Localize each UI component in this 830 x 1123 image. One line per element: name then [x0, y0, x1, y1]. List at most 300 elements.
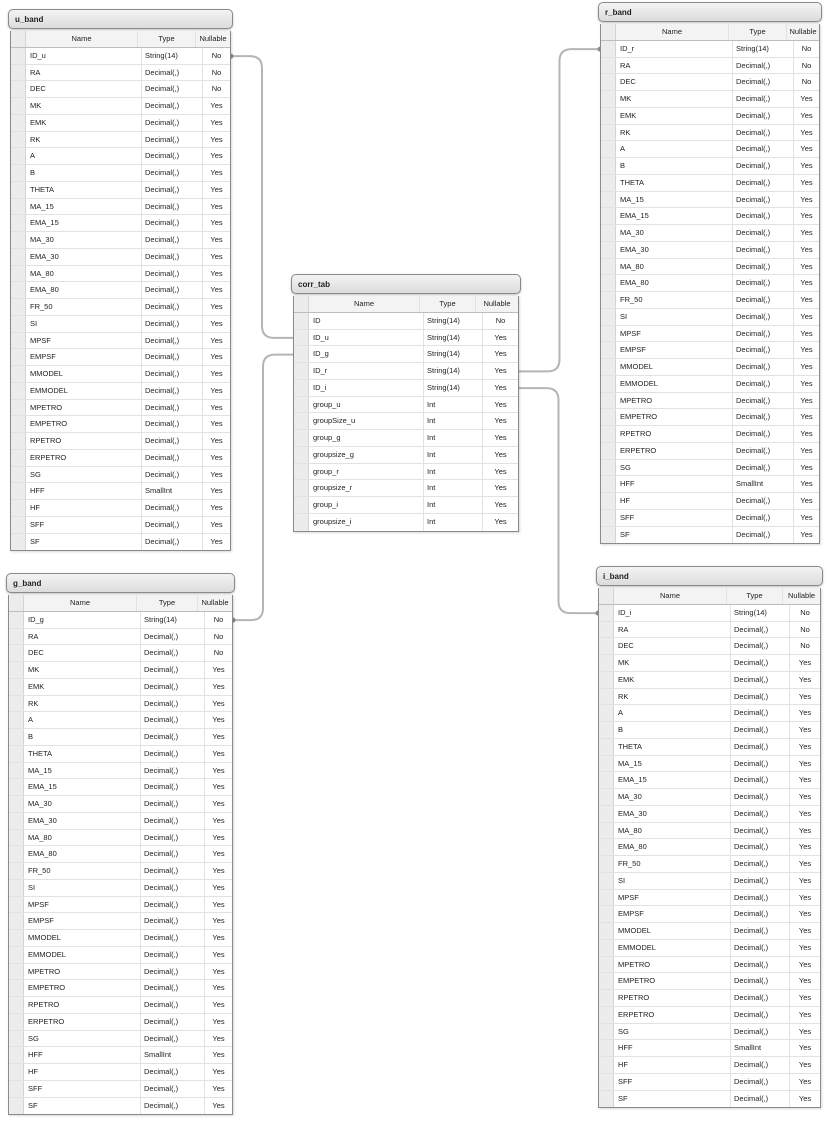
row-selector[interactable]: [9, 1098, 24, 1115]
row-selector[interactable]: [599, 906, 614, 922]
table-row[interactable]: [599, 622, 820, 639]
table-row[interactable]: [294, 497, 518, 514]
field-name: ERPETRO: [616, 443, 733, 459]
row-selector[interactable]: [9, 729, 24, 745]
row-selector[interactable]: [599, 839, 614, 855]
row-selector[interactable]: [294, 480, 309, 496]
table-row[interactable]: [11, 282, 230, 299]
row-selector[interactable]: [9, 964, 24, 980]
header-name[interactable]: Name: [24, 595, 137, 611]
row-selector[interactable]: [599, 1040, 614, 1056]
table-row[interactable]: [9, 612, 232, 629]
table-row[interactable]: [9, 1081, 232, 1098]
row-selector[interactable]: [11, 534, 26, 551]
row-selector[interactable]: [599, 1074, 614, 1090]
row-selector[interactable]: [601, 175, 616, 191]
relationship-line-u_band[interactable]: [231, 56, 293, 338]
row-selector[interactable]: [11, 48, 26, 64]
table-row[interactable]: [9, 779, 232, 796]
table-title[interactable]: corr_tab: [291, 274, 521, 294]
table-row[interactable]: [601, 493, 819, 510]
table-row[interactable]: [11, 65, 230, 82]
row-selector[interactable]: [9, 997, 24, 1013]
table-row[interactable]: [9, 913, 232, 930]
table-row[interactable]: [11, 215, 230, 232]
row-selector[interactable]: [11, 65, 26, 81]
table-row[interactable]: [599, 756, 820, 773]
table-row[interactable]: [9, 880, 232, 897]
row-selector[interactable]: [9, 1014, 24, 1030]
row-selector[interactable]: [599, 756, 614, 772]
header-nullable[interactable]: Nullable: [201, 598, 229, 607]
row-selector[interactable]: [599, 789, 614, 805]
row-selector[interactable]: [11, 517, 26, 533]
row-selector[interactable]: [11, 383, 26, 399]
table-row[interactable]: [9, 629, 232, 646]
row-selector[interactable]: [601, 141, 616, 157]
table-row[interactable]: [294, 447, 518, 464]
row-selector[interactable]: [294, 313, 309, 329]
table-row[interactable]: [599, 772, 820, 789]
row-selector[interactable]: [11, 316, 26, 332]
row-selector[interactable]: [601, 225, 616, 241]
table-row[interactable]: [599, 973, 820, 990]
table-row[interactable]: [9, 1064, 232, 1081]
table-row[interactable]: [11, 467, 230, 484]
table-row[interactable]: [601, 460, 819, 477]
row-selector[interactable]: [9, 612, 24, 628]
row-selector[interactable]: [11, 249, 26, 265]
table-row[interactable]: [11, 534, 230, 551]
table-row[interactable]: [601, 426, 819, 443]
table-row[interactable]: [599, 605, 820, 622]
row-selector[interactable]: [11, 299, 26, 315]
table-row[interactable]: [11, 165, 230, 182]
row-selector[interactable]: [11, 199, 26, 215]
table-row[interactable]: [601, 510, 819, 527]
row-selector[interactable]: [9, 813, 24, 829]
row-selector[interactable]: [9, 1064, 24, 1080]
header-type[interactable]: Type: [137, 595, 198, 611]
row-selector[interactable]: [294, 497, 309, 513]
table-title[interactable]: r_band: [598, 2, 822, 22]
row-selector[interactable]: [294, 363, 309, 379]
row-selector[interactable]: [9, 679, 24, 695]
table-row[interactable]: [601, 41, 819, 58]
table-row[interactable]: [599, 1040, 820, 1057]
header-type[interactable]: Type: [138, 31, 196, 47]
table-row[interactable]: [599, 923, 820, 940]
row-selector[interactable]: [601, 527, 616, 544]
row-selector[interactable]: [601, 192, 616, 208]
table-row[interactable]: [11, 199, 230, 216]
row-selector[interactable]: [599, 1024, 614, 1040]
table-row[interactable]: [11, 400, 230, 417]
table-row[interactable]: [599, 1007, 820, 1024]
field-type: Decimal(,): [142, 349, 203, 365]
row-selector[interactable]: [11, 349, 26, 365]
row-selector[interactable]: [599, 806, 614, 822]
row-selector[interactable]: [601, 125, 616, 141]
row-selector[interactable]: [9, 696, 24, 712]
row-selector[interactable]: [9, 779, 24, 795]
row-selector[interactable]: [11, 148, 26, 164]
row-selector[interactable]: [11, 467, 26, 483]
table-row[interactable]: [599, 957, 820, 974]
table-row[interactable]: [601, 158, 819, 175]
row-selector[interactable]: [601, 493, 616, 509]
table-row[interactable]: [599, 1091, 820, 1108]
row-selector[interactable]: [601, 426, 616, 442]
row-selector[interactable]: [294, 330, 309, 346]
row-selector[interactable]: [294, 430, 309, 446]
table-row[interactable]: [599, 705, 820, 722]
table-row[interactable]: [601, 292, 819, 309]
row-selector[interactable]: [601, 158, 616, 174]
row-selector[interactable]: [599, 1007, 614, 1023]
header-name[interactable]: Name: [616, 24, 729, 40]
row-selector[interactable]: [599, 1091, 614, 1108]
table-row[interactable]: [294, 346, 518, 363]
table-row[interactable]: [9, 1014, 232, 1031]
table-row[interactable]: [599, 655, 820, 672]
table-row[interactable]: [11, 333, 230, 350]
table-row[interactable]: [9, 662, 232, 679]
row-selector[interactable]: [601, 443, 616, 459]
table-row[interactable]: [599, 1024, 820, 1041]
row-selector[interactable]: [601, 510, 616, 526]
table-row[interactable]: [11, 517, 230, 534]
row-selector[interactable]: [599, 605, 614, 621]
row-selector[interactable]: [11, 282, 26, 298]
header-name[interactable]: Name: [26, 31, 138, 47]
row-selector[interactable]: [599, 772, 614, 788]
row-selector[interactable]: [599, 923, 614, 939]
table-row[interactable]: [601, 141, 819, 158]
table-row[interactable]: [601, 443, 819, 460]
table-row[interactable]: [9, 1047, 232, 1064]
row-selector[interactable]: [9, 897, 24, 913]
table-row[interactable]: [11, 249, 230, 266]
row-selector[interactable]: [11, 182, 26, 198]
table-row[interactable]: [599, 789, 820, 806]
row-selector[interactable]: [11, 232, 26, 248]
table-row[interactable]: [294, 330, 518, 347]
row-selector[interactable]: [294, 514, 309, 531]
table-row[interactable]: [601, 175, 819, 192]
table-row[interactable]: [9, 763, 232, 780]
table-row[interactable]: [9, 746, 232, 763]
row-selector[interactable]: [11, 165, 26, 181]
table-row[interactable]: [294, 413, 518, 430]
table-row[interactable]: [11, 98, 230, 115]
header-nullable[interactable]: Nullable: [483, 299, 511, 308]
table-row[interactable]: [11, 81, 230, 98]
table-row[interactable]: [601, 208, 819, 225]
table-row[interactable]: [294, 313, 518, 330]
field-type: Decimal(,): [141, 729, 205, 745]
row-selector[interactable]: [599, 672, 614, 688]
table-row[interactable]: [11, 349, 230, 366]
table-row[interactable]: [601, 74, 819, 91]
row-selector[interactable]: [601, 393, 616, 409]
field-nullable: Yes: [800, 412, 813, 422]
row-selector[interactable]: [601, 58, 616, 74]
table-row[interactable]: [601, 476, 819, 493]
row-selector[interactable]: [294, 413, 309, 429]
table-row[interactable]: [11, 132, 230, 149]
table-row[interactable]: [601, 527, 819, 544]
table-row[interactable]: [9, 897, 232, 914]
row-selector[interactable]: [9, 880, 24, 896]
table-title[interactable]: i_band: [596, 566, 823, 586]
table-row[interactable]: [294, 380, 518, 397]
row-selector[interactable]: [11, 400, 26, 416]
table-row[interactable]: [11, 266, 230, 283]
table-title[interactable]: g_band: [6, 573, 235, 593]
row-selector[interactable]: [601, 326, 616, 342]
table-row[interactable]: [601, 225, 819, 242]
row-selector[interactable]: [9, 629, 24, 645]
row-selector[interactable]: [601, 292, 616, 308]
row-selector[interactable]: [601, 91, 616, 107]
row-selector[interactable]: [599, 856, 614, 872]
table-row[interactable]: [599, 940, 820, 957]
table-row[interactable]: [11, 182, 230, 199]
table-row[interactable]: [599, 823, 820, 840]
table-row[interactable]: [11, 383, 230, 400]
table-row[interactable]: [11, 148, 230, 165]
table-row[interactable]: [9, 712, 232, 729]
table-row[interactable]: [9, 645, 232, 662]
row-selector[interactable]: [9, 947, 24, 963]
table-row[interactable]: [11, 366, 230, 383]
table-row[interactable]: [599, 990, 820, 1007]
table-row[interactable]: [9, 1031, 232, 1048]
table-row[interactable]: [11, 483, 230, 500]
table-row[interactable]: [599, 906, 820, 923]
row-selector[interactable]: [9, 746, 24, 762]
table-row[interactable]: [9, 863, 232, 880]
field-type: Decimal(,): [142, 132, 203, 148]
row-selector[interactable]: [9, 662, 24, 678]
row-selector[interactable]: [11, 98, 26, 114]
table-row[interactable]: [601, 376, 819, 393]
table-row[interactable]: [599, 1074, 820, 1091]
table-row[interactable]: [601, 409, 819, 426]
relationship-line-i_band[interactable]: [519, 388, 598, 613]
table-row[interactable]: [9, 696, 232, 713]
row-selector[interactable]: [599, 638, 614, 654]
row-selector[interactable]: [9, 830, 24, 846]
table-row[interactable]: [601, 393, 819, 410]
row-selector[interactable]: [601, 259, 616, 275]
row-selector[interactable]: [599, 823, 614, 839]
table-row[interactable]: [601, 259, 819, 276]
table-row[interactable]: [11, 48, 230, 65]
row-selector[interactable]: [11, 333, 26, 349]
row-selector[interactable]: [599, 1057, 614, 1073]
row-selector[interactable]: [9, 763, 24, 779]
row-selector[interactable]: [11, 215, 26, 231]
table-row[interactable]: [11, 316, 230, 333]
header-name[interactable]: Name: [614, 588, 727, 604]
table-row[interactable]: [11, 433, 230, 450]
row-selector[interactable]: [601, 208, 616, 224]
row-selector[interactable]: [9, 846, 24, 862]
row-selector[interactable]: [11, 115, 26, 131]
row-selector[interactable]: [11, 483, 26, 499]
table-row[interactable]: [599, 722, 820, 739]
field-name: EMPETRO: [24, 980, 141, 996]
table-row[interactable]: [11, 115, 230, 132]
table-title[interactable]: u_band: [8, 9, 233, 29]
table-row[interactable]: [599, 856, 820, 873]
row-selector[interactable]: [601, 409, 616, 425]
row-selector[interactable]: [9, 1031, 24, 1047]
row-selector[interactable]: [601, 476, 616, 492]
row-selector[interactable]: [601, 108, 616, 124]
header-type[interactable]: Type: [727, 588, 783, 604]
table-row[interactable]: [9, 930, 232, 947]
header-nullable[interactable]: Nullable: [199, 34, 227, 43]
table-row[interactable]: [11, 416, 230, 433]
table-row[interactable]: [601, 242, 819, 259]
row-selector[interactable]: [599, 973, 614, 989]
row-selector[interactable]: [294, 464, 309, 480]
row-selector[interactable]: [599, 957, 614, 973]
table-row[interactable]: [599, 806, 820, 823]
table-row[interactable]: [601, 359, 819, 376]
table-row[interactable]: [9, 964, 232, 981]
row-selector[interactable]: [601, 460, 616, 476]
table-row[interactable]: [9, 813, 232, 830]
row-selector[interactable]: [11, 416, 26, 432]
table-row[interactable]: [294, 430, 518, 447]
row-selector[interactable]: [599, 622, 614, 638]
row-selector[interactable]: [11, 500, 26, 516]
row-selector[interactable]: [599, 990, 614, 1006]
row-selector[interactable]: [599, 739, 614, 755]
row-selector[interactable]: [294, 380, 309, 396]
header-nullable[interactable]: Nullable: [787, 591, 816, 600]
table-row[interactable]: [599, 839, 820, 856]
header-nullable[interactable]: Nullable: [789, 27, 817, 36]
table-row[interactable]: [9, 796, 232, 813]
table-row[interactable]: [599, 672, 820, 689]
table-row[interactable]: [9, 1098, 232, 1115]
row-selector[interactable]: [9, 796, 24, 812]
table-row[interactable]: [9, 997, 232, 1014]
header-type[interactable]: Type: [729, 24, 787, 40]
header-type[interactable]: Type: [420, 296, 476, 312]
table-row[interactable]: [9, 729, 232, 746]
table-row[interactable]: [294, 363, 518, 380]
row-selector[interactable]: [599, 722, 614, 738]
table-row[interactable]: [601, 91, 819, 108]
row-selector[interactable]: [9, 1081, 24, 1097]
row-selector[interactable]: [601, 309, 616, 325]
row-selector[interactable]: [9, 712, 24, 728]
table-row[interactable]: [599, 638, 820, 655]
row-selector[interactable]: [9, 913, 24, 929]
row-selector[interactable]: [11, 433, 26, 449]
table-row[interactable]: [601, 108, 819, 125]
row-selector[interactable]: [11, 132, 26, 148]
row-selector[interactable]: [601, 275, 616, 291]
table-row[interactable]: [601, 58, 819, 75]
row-selector[interactable]: [601, 242, 616, 258]
row-selector[interactable]: [9, 1047, 24, 1063]
table-row[interactable]: [11, 299, 230, 316]
row-selector[interactable]: [599, 873, 614, 889]
row-selector[interactable]: [9, 980, 24, 996]
table-row[interactable]: [599, 873, 820, 890]
table-row[interactable]: [294, 397, 518, 414]
row-selector[interactable]: [294, 447, 309, 463]
table-row[interactable]: [9, 679, 232, 696]
row-selector[interactable]: [599, 655, 614, 671]
table-row[interactable]: [9, 980, 232, 997]
table-row[interactable]: [294, 464, 518, 481]
table-row[interactable]: [601, 326, 819, 343]
row-selector[interactable]: [599, 689, 614, 705]
row-selector[interactable]: [9, 645, 24, 661]
relationship-line-r_band[interactable]: [519, 49, 600, 371]
row-selector[interactable]: [294, 397, 309, 413]
row-selector[interactable]: [599, 705, 614, 721]
row-selector[interactable]: [294, 346, 309, 362]
row-selector[interactable]: [599, 890, 614, 906]
table-row[interactable]: [599, 689, 820, 706]
table-row[interactable]: [601, 275, 819, 292]
row-selector[interactable]: [601, 342, 616, 358]
row-selector[interactable]: [11, 366, 26, 382]
row-selector[interactable]: [11, 450, 26, 466]
table-row[interactable]: [11, 232, 230, 249]
table-row[interactable]: [601, 125, 819, 142]
table-row[interactable]: [11, 500, 230, 517]
row-selector[interactable]: [11, 266, 26, 282]
table-row[interactable]: [294, 480, 518, 497]
table-row[interactable]: [9, 846, 232, 863]
row-selector[interactable]: [9, 863, 24, 879]
field-nullable: Yes: [210, 117, 223, 127]
row-selector[interactable]: [601, 41, 616, 57]
table-row[interactable]: [599, 739, 820, 756]
row-selector[interactable]: [599, 940, 614, 956]
table-row[interactable]: [11, 450, 230, 467]
column-grid: [600, 24, 820, 544]
table-row[interactable]: [599, 1057, 820, 1074]
row-selector[interactable]: [601, 376, 616, 392]
table-row[interactable]: [599, 890, 820, 907]
row-selector[interactable]: [9, 930, 24, 946]
table-row[interactable]: [9, 830, 232, 847]
table-row[interactable]: [9, 947, 232, 964]
field-type: Decimal(,): [733, 326, 794, 342]
table-row[interactable]: [601, 309, 819, 326]
table-row[interactable]: [294, 514, 518, 531]
header-name[interactable]: Name: [309, 296, 420, 312]
table-row[interactable]: [601, 342, 819, 359]
relationship-line-g_band[interactable]: [233, 355, 293, 621]
row-selector[interactable]: [601, 359, 616, 375]
row-selector[interactable]: [11, 81, 26, 97]
row-selector[interactable]: [601, 74, 616, 90]
table-row[interactable]: [601, 192, 819, 209]
field-name: group_r: [309, 464, 424, 480]
